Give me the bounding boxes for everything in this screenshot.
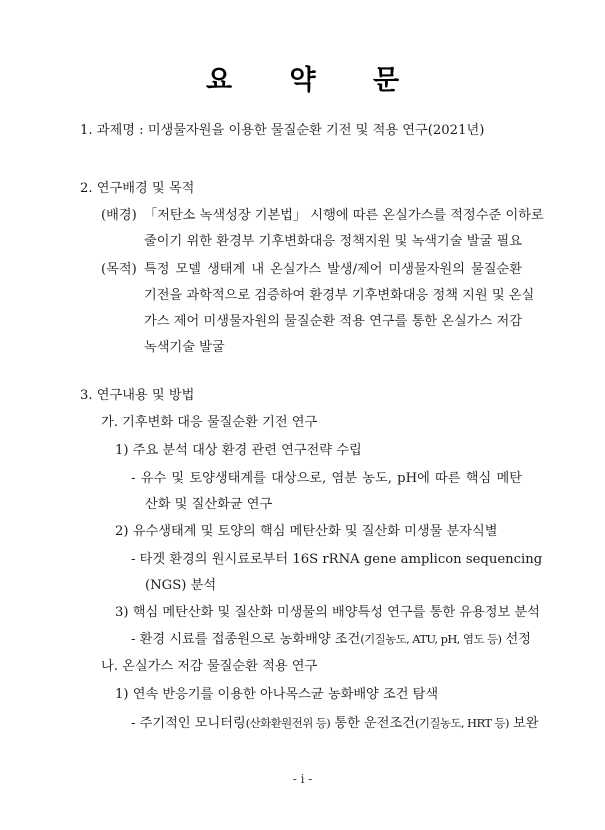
item-heading: 1) 주요 분석 대상 환경 관련 연구전략 수립 bbox=[115, 443, 362, 458]
bullet-line bbox=[131, 630, 531, 649]
item-heading: 3) 핵심 메탄산화 및 질산화 미생물의 배양특성 연구를 통한 유용정보 분석 bbox=[115, 605, 540, 620]
bullet-line: (NGS) 분석 bbox=[145, 578, 217, 593]
background-text-line: 「저탄소 녹색성장 기본법」 시행에 따른 온실가스를 적정수준 이하로 bbox=[144, 208, 544, 223]
page-title bbox=[0, 58, 605, 97]
page-number: - i - bbox=[292, 772, 313, 786]
project-name: 1. 과제명 : 미생물자원을 이용한 물질순환 기전 및 적용 연구(2021년) bbox=[80, 123, 485, 138]
title-char: 약 bbox=[289, 65, 316, 96]
bullet-line: - 유수 및 토양생태계를 대상으로, 염분 농도, pH에 따른 핵심 메탄 bbox=[131, 471, 522, 486]
bullet-paren-text: (산화환원전위 등) bbox=[245, 716, 331, 730]
purpose-text-line: 가스 제어 미생물자원의 물질순환 적용 연구를 통한 온실가스 저감 bbox=[144, 314, 522, 329]
title-char: 문 bbox=[372, 65, 400, 96]
title-char: 요 bbox=[205, 65, 233, 96]
section3-heading: 3. 연구내용 및 방법 bbox=[80, 388, 195, 403]
bullet-paren-text: (기질농도, ATU, pH, 염도 등) bbox=[360, 632, 502, 646]
bullet-text: - 주기적인 모니터링 bbox=[131, 716, 246, 731]
purpose-text-line: 특정 모델 생태계 내 온실가스 발생/제어 미생물자원의 물질순환 bbox=[144, 262, 522, 277]
subsection-na-heading: 나. 온실가스 저감 물질순환 적용 연구 bbox=[101, 659, 318, 674]
bullet-line: 산화 및 질산화균 연구 bbox=[145, 497, 273, 512]
bullet-text: 보완 bbox=[508, 716, 539, 731]
purpose-text-line: 기전을 과학적으로 검증하여 환경부 기후변화대응 정책 지원 및 온실 bbox=[144, 288, 535, 303]
background-text-line: 줄이기 위한 환경부 기후변화대응 정책지원 및 녹색기술 발굴 필요 bbox=[144, 234, 522, 249]
purpose-text-line: 녹색기술 발굴 bbox=[144, 340, 225, 355]
purpose-tag: (목적) bbox=[101, 262, 137, 277]
section2-heading: 2. 연구배경 및 목적 bbox=[80, 181, 195, 196]
item-heading: 2) 유수생태계 및 토양의 핵심 메탄산화 및 질산화 미생물 분자식별 bbox=[115, 524, 498, 539]
bullet-text: - 환경 시료를 접종원으로 농화배양 조건 bbox=[131, 632, 361, 647]
bullet-paren-text: (기질농도, HRT 등) bbox=[415, 716, 509, 730]
background-tag: (배경) bbox=[101, 208, 137, 223]
bullet-line bbox=[131, 714, 539, 733]
bullet-text: 선정 bbox=[501, 632, 532, 647]
item-heading: 1) 연속 반응기를 이용한 아나목스균 농화배양 조건 탐색 bbox=[115, 687, 439, 702]
bullet-text: 통한 운전조건 bbox=[330, 716, 415, 731]
bullet-line: - 타겟 환경의 원시료로부터 16S rRNA gene amplicon sequencing bbox=[131, 552, 543, 567]
subsection-ga-heading: 가. 기후변화 대응 물질순환 기전 연구 bbox=[101, 415, 318, 430]
